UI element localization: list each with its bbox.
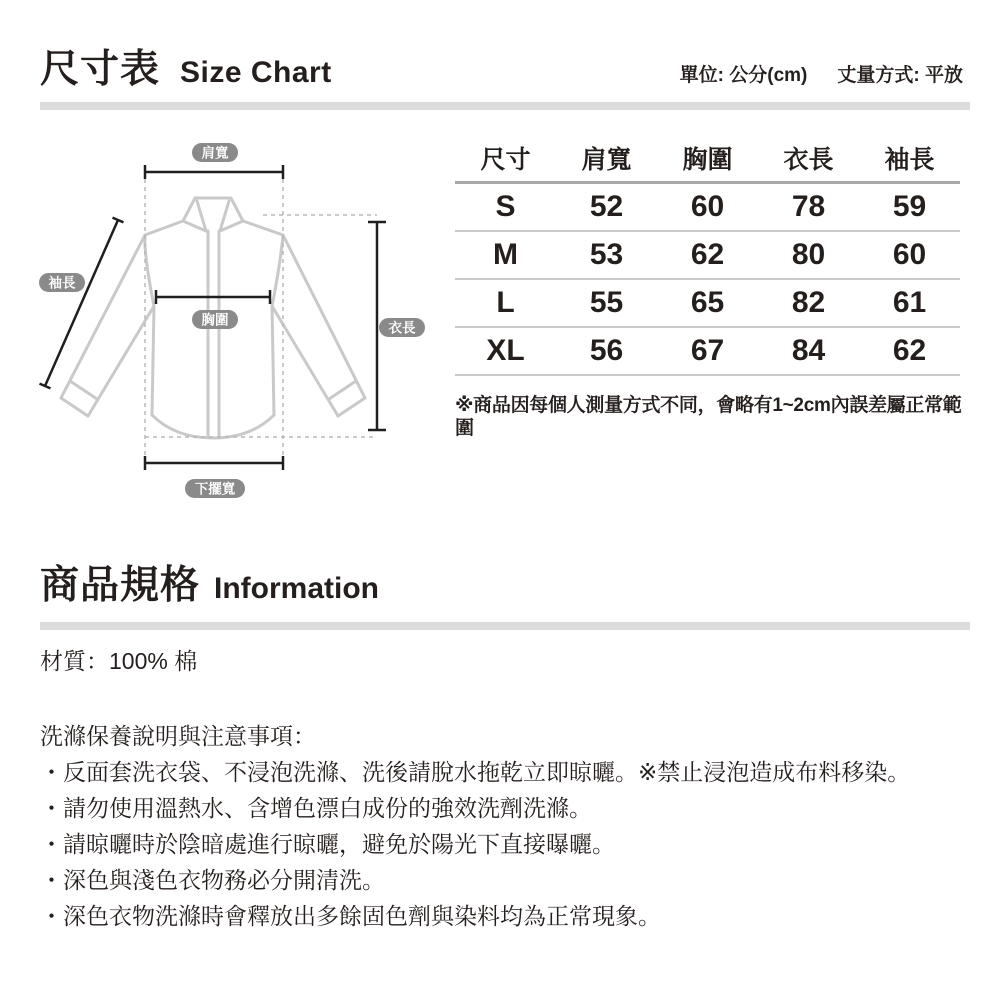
care-item-text: 深色衣物洗滌時會釋放出多餘固色劑與染料均為正常現象。	[63, 903, 661, 929]
shoulder-label: 肩寬	[201, 145, 229, 161]
measure-meta	[680, 60, 963, 87]
care-item	[40, 826, 980, 862]
size-cell-value: 65	[690, 286, 725, 319]
care-item-text: 請晾曬時於陰暗處進行晾曬，避免於陽光下直接曝曬。	[63, 831, 615, 857]
size-chart-title-zh: 尺寸表	[40, 48, 161, 91]
size-cell-value: 67	[690, 334, 725, 367]
size-chart-header	[40, 50, 332, 90]
size-cell-value: 84	[791, 334, 826, 367]
size-cell-value: 55	[589, 286, 624, 319]
care-item-text: 深色與淺色衣物務必分開清洗。	[63, 867, 385, 893]
info-divider	[40, 622, 970, 630]
care-title: 洗滌保養說明與注意事項：	[40, 723, 316, 749]
bullet-dot: ・	[40, 795, 63, 821]
chest-label: 胸圍	[201, 312, 229, 328]
care-item-text: 反面套洗衣袋、不浸泡洗滌、洗後請脫水拖乾立即晾曬。※禁止浸泡造成布料移染。	[63, 759, 911, 785]
size-cell-value: 80	[791, 238, 826, 271]
column-header: 胸圍	[682, 146, 733, 174]
size-cell-value: 61	[892, 286, 927, 319]
size-row	[455, 232, 960, 280]
care-item-text: 請勿使用溫熱水、含增色漂白成份的強效洗劑洗滌。	[63, 795, 592, 821]
column-header: 尺寸	[480, 146, 531, 174]
diagram-labels	[39, 143, 425, 498]
info-title-zh: 商品規格	[40, 564, 201, 607]
column-header: 袖長	[884, 146, 935, 174]
size-cell-value: 60	[690, 190, 725, 223]
size-cell-value: 60	[892, 238, 927, 271]
size-cell-value: 78	[791, 190, 826, 223]
size-cell-value: 59	[892, 190, 927, 223]
size-cell-value: 62	[690, 238, 725, 271]
bullet-dot: ・	[40, 831, 63, 857]
length-label: 衣長	[388, 320, 416, 336]
bullet-dot: ・	[40, 867, 63, 893]
size-cell-value: 62	[892, 334, 927, 367]
column-header: 肩寬	[581, 146, 632, 174]
care-item	[40, 754, 980, 790]
material-line: 材質：100% 棉	[40, 648, 198, 674]
column-header: 衣長	[783, 146, 834, 174]
care-block	[40, 718, 980, 934]
size-row	[455, 280, 960, 328]
header-divider	[40, 102, 970, 110]
care-list	[40, 754, 980, 934]
hem-label: 下擺寬	[194, 481, 236, 497]
size-cell-label: L	[496, 286, 515, 319]
size-row	[455, 328, 960, 376]
size-cell-value: 82	[791, 286, 826, 319]
method-label: 丈量方式: 平放	[837, 65, 963, 86]
size-table-header-row	[455, 135, 960, 184]
size-cell-label: XL	[486, 334, 525, 367]
size-row	[455, 184, 960, 232]
size-table-body	[455, 184, 960, 376]
bullet-dot: ・	[40, 759, 63, 785]
tolerance-note: ※商品因每個人測量方式不同，會略有1~2cm內誤差屬正常範圍	[455, 395, 962, 439]
info-title-en: Information	[214, 572, 380, 605]
care-item	[40, 862, 980, 898]
size-table	[455, 135, 960, 376]
size-cell-value: 52	[589, 190, 624, 223]
bullet-dot: ・	[40, 903, 63, 929]
care-item	[40, 790, 980, 826]
size-chart-title-en: Size Chart	[180, 56, 332, 89]
care-item	[40, 898, 980, 934]
size-cell-value: 56	[589, 334, 624, 367]
info-header	[40, 566, 379, 606]
sleeve-label: 袖長	[48, 275, 76, 291]
shirt-measure-diagram	[25, 135, 445, 505]
unit-label: 單位: 公分(cm)	[679, 65, 808, 86]
size-cell-value: 53	[589, 238, 624, 271]
size-cell-label: S	[495, 190, 516, 223]
size-cell-label: M	[493, 238, 518, 271]
